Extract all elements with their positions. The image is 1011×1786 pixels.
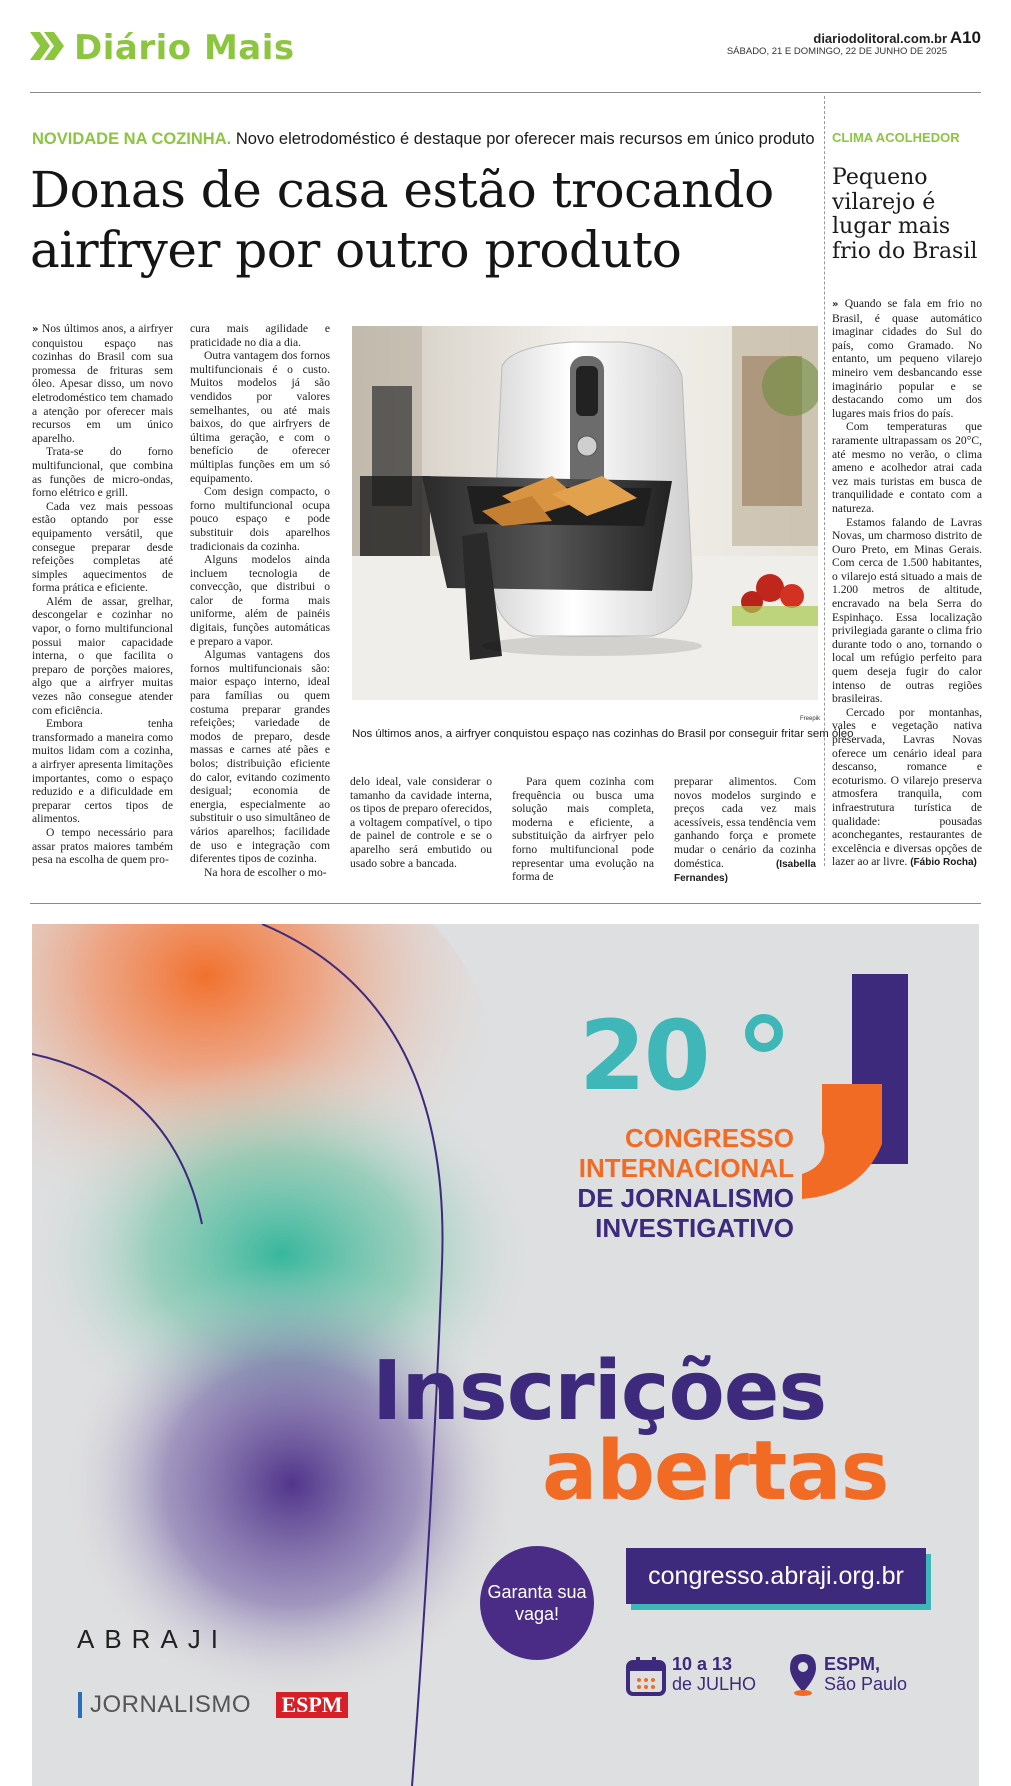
airfryer-photo: [352, 326, 818, 700]
paragraph: Cercado por montanhas, vales e vegetação nativa preservada, Lavras Novas oferece um cenário ideal para descanso, romance e ecoturismo. O vilarejo preserva atmosfera tranquila, com infraestrutura turística de qualidade: pousadas aconchegantes, restaurantes de excelência e diversas opções de lazer ao ar livre.: [832, 705, 982, 869]
sidebar-kicker: CLIMA ACOLHEDOR: [832, 130, 960, 145]
jornalismo-bar: [78, 1692, 82, 1718]
photo-credit: Freepik: [800, 716, 821, 722]
site-url[interactable]: diariodolitoral.com.br: [813, 31, 947, 46]
sidebar-body: [832, 297, 982, 870]
paragraph: O tempo necessário para assar pratos maiores também pesa na escolha de quem pro-: [32, 825, 173, 867]
ad-title-line-3: DE JORNALISMO: [577, 1183, 794, 1213]
article-column-3: [350, 775, 492, 870]
ad-edition-number: 20: [579, 1000, 709, 1112]
paragraph: Embora tenha transformado a maneira como muitos lidam com a cozinha, a airfryer apresenta limitações importantes, como o espaço reduzido e a dificuldade em preparar certos tipos de alimentos.: [32, 717, 173, 826]
article-headline: Donas de casa estão trocando airfryer por outro produto: [30, 161, 774, 279]
column-separator: [824, 96, 825, 866]
ad-date-range: 10 a 13: [672, 1654, 733, 1674]
congress-advertisement[interactable]: [32, 924, 979, 1786]
sidebar-headline: Pequeno vilarejo é lugar mais frio do Brasil: [832, 165, 978, 264]
paragraph: Com temperaturas que raramente ultrapassam os 20°C, até mesmo no verão, o clima ameno e acolhedor atrai cada vez mais turistas em busca de tranquilidade e contato com a natureza.: [832, 420, 982, 515]
paragraph: preparar alimentos. Com novos modelos surgindo e preços cada vez mais acessíveis, essa tendência vem ganhando força e promete mudar o cenário da cozinha doméstica.: [674, 775, 816, 870]
chevron-logo-icon: [30, 32, 70, 60]
paragraph: Cada vez mais pessoas estão optando por esse equipamento versátil, que consegue preparar desde refeições completas até simples aquecimentos de forma prática e eficiente.: [32, 499, 173, 595]
article-kicker: [32, 130, 815, 149]
paragraph: Para quem cozinha com frequência ou busca uma solução mais completa, moderna e eficiente, a substituição da airfryer pelo forno multifuncional pode representar uma evolução na forma de: [512, 775, 654, 884]
header-divider: [30, 92, 981, 93]
calendar-icon: [626, 1656, 666, 1696]
ad-event-location: [824, 1654, 907, 1694]
paragraph: Estamos falando de Lavras Novas, um charmoso distrito de Ouro Preto, em Minas Gerais. Com cerca de 1.500 habitantes, o vilarejo está situado a mais de 1.200 metros de altitude, encravado na bela Serra do Espinhaço. Essa localização privilegiada garante o clima frio durante todo o ano, tornando o local um refúgio perfeito para quem deseja fugir do calor intenso de outras regiões brasileiras.: [832, 515, 982, 706]
article-column-2: [190, 322, 330, 879]
kicker-text: Novo eletrodoméstico é destaque por oferecer mais recursos em único produto: [235, 130, 815, 148]
photo-caption: Nos últimos anos, a airfryer conquistou espaço nas cozinhas do Brasil por conseguir fritar sem óleo: [352, 728, 854, 740]
ad-place-city: São Paulo: [824, 1674, 908, 1694]
ad-title-line-1: CONGRESSO: [624, 1123, 794, 1153]
espm-logo: ESPM: [276, 1692, 348, 1718]
ad-event-date: [672, 1654, 756, 1694]
edition-date: SÁBADO, 21 E DOMINGO, 22 DE JUNHO DE 2025: [726, 46, 947, 57]
abraji-logo: ABRAJI: [77, 1624, 229, 1654]
paragraph-chevron-icon: »: [832, 299, 839, 310]
paragraph: Alguns modelos ainda incluem tecnologia de convecção, que distribui o calor de forma mais uniforme, além de painéis digitais, funções automáticas e preparo a vapor.: [190, 553, 330, 648]
ad-cta-text: Garanta sua vaga!: [487, 1582, 587, 1624]
ad-headline-2: abertas: [542, 1424, 889, 1519]
kicker-label: NOVIDADE NA COZINHA.: [32, 130, 232, 148]
paragraph: Com design compacto, o forno multifuncional ocupa pouco espaço e pode substituir dois aparelhos tradicionais da cozinha.: [190, 485, 330, 553]
ad-place-venue: ESPM,: [824, 1654, 881, 1674]
paragraph-chevron-icon: »: [32, 324, 39, 335]
section-title: Diário Mais: [74, 28, 295, 68]
ad-title-line-2: INTERNACIONAL: [578, 1153, 794, 1183]
ad-ordinal-icon: [745, 1014, 783, 1052]
header-meta: [727, 31, 947, 57]
paragraph: Quando se fala em frio no Brasil, é quase automático imaginar cidades do Sul do país, como Gramado. No entanto, um pequeno vilarejo mineiro vem desbancando esse imaginário popular e se destacando como um dos lugares mais frios do país.: [832, 297, 982, 420]
paragraph: Na hora de escolher o mo-: [204, 865, 327, 879]
paragraph: delo ideal, vale considerar o tamanho da cavidade interna, os tipos de preparo oferecidos, a voltagem compatível, o tipo de painel de controle e se o aparelho será embutido ou usado sobre a bancada.: [350, 775, 492, 870]
article-column-1: [32, 322, 173, 867]
jornalismo-logo: JORNALISMO: [90, 1691, 252, 1718]
author-signature: (Fábio Rocha): [910, 857, 977, 869]
ad-cta-badge[interactable]: [480, 1546, 594, 1660]
author-signature: (Isabella Fernandes): [674, 858, 816, 885]
ad-title-line-4: INVESTIGATIVO: [595, 1213, 794, 1243]
paragraph: Trata-se do forno multifuncional, que combina as funções de micro-ondas, forno elétrico e grill.: [32, 445, 173, 500]
airfryer-illustration: [352, 326, 818, 700]
paragraph: Outra vantagem dos fornos multifuncionais é o custo. Muitos modelos já são vendidos por valores semelhantes, ou até mais baixos, do que airfryers de última geração, e com o benefício de oferecer múltiplas funções em um só equipamento.: [190, 349, 330, 485]
location-pin-icon: [788, 1652, 818, 1696]
ad-headline-1: Inscrições: [372, 1344, 827, 1439]
ad-divider: [30, 903, 981, 904]
paragraph: Além de assar, grelhar, descongelar e cozinhar no vapor, o forno multifuncional possui maior capacidade interna, o que facilita o preparo de porções maiores, algo que a airfryer muitas vezes não consegue atender com eficiência.: [32, 594, 173, 717]
ad-url-button[interactable]: congresso.abraji.org.br: [626, 1548, 926, 1604]
page-header: [30, 20, 981, 90]
article-column-4: [512, 775, 654, 884]
article-column-5: [674, 775, 816, 886]
page-number: A10: [949, 28, 981, 47]
paragraph: Nos últimos anos, a airfryer conquistou espaço nas cozinhas do Brasil com sua promessa de frituras sem óleo. Apesar disso, um novo eletrodoméstico tem chamado a atenção por oferecer mais recursos em um único aparelho.: [32, 322, 173, 445]
ad-date-month: de JULHO: [672, 1674, 757, 1694]
paragraph: cura mais agilidade e praticidade no dia a dia.: [190, 322, 330, 349]
ad-j-logo-icon: [792, 974, 972, 1204]
paragraph: Algumas vantagens dos fornos multifuncionais são: maior espaço interno, ideal para famílias ou quem costuma preparar grandes refeições; variedade de modos de preparo, desde massas e carnes até pães e bolos; distribuição eficiente do calor, evitando cozimento desigual; economia de energia, especialmente ao substituir o uso simultâneo de vários aparelhos; facilidade de uso e integração com diferentes tipos de cozinha.: [190, 648, 330, 866]
